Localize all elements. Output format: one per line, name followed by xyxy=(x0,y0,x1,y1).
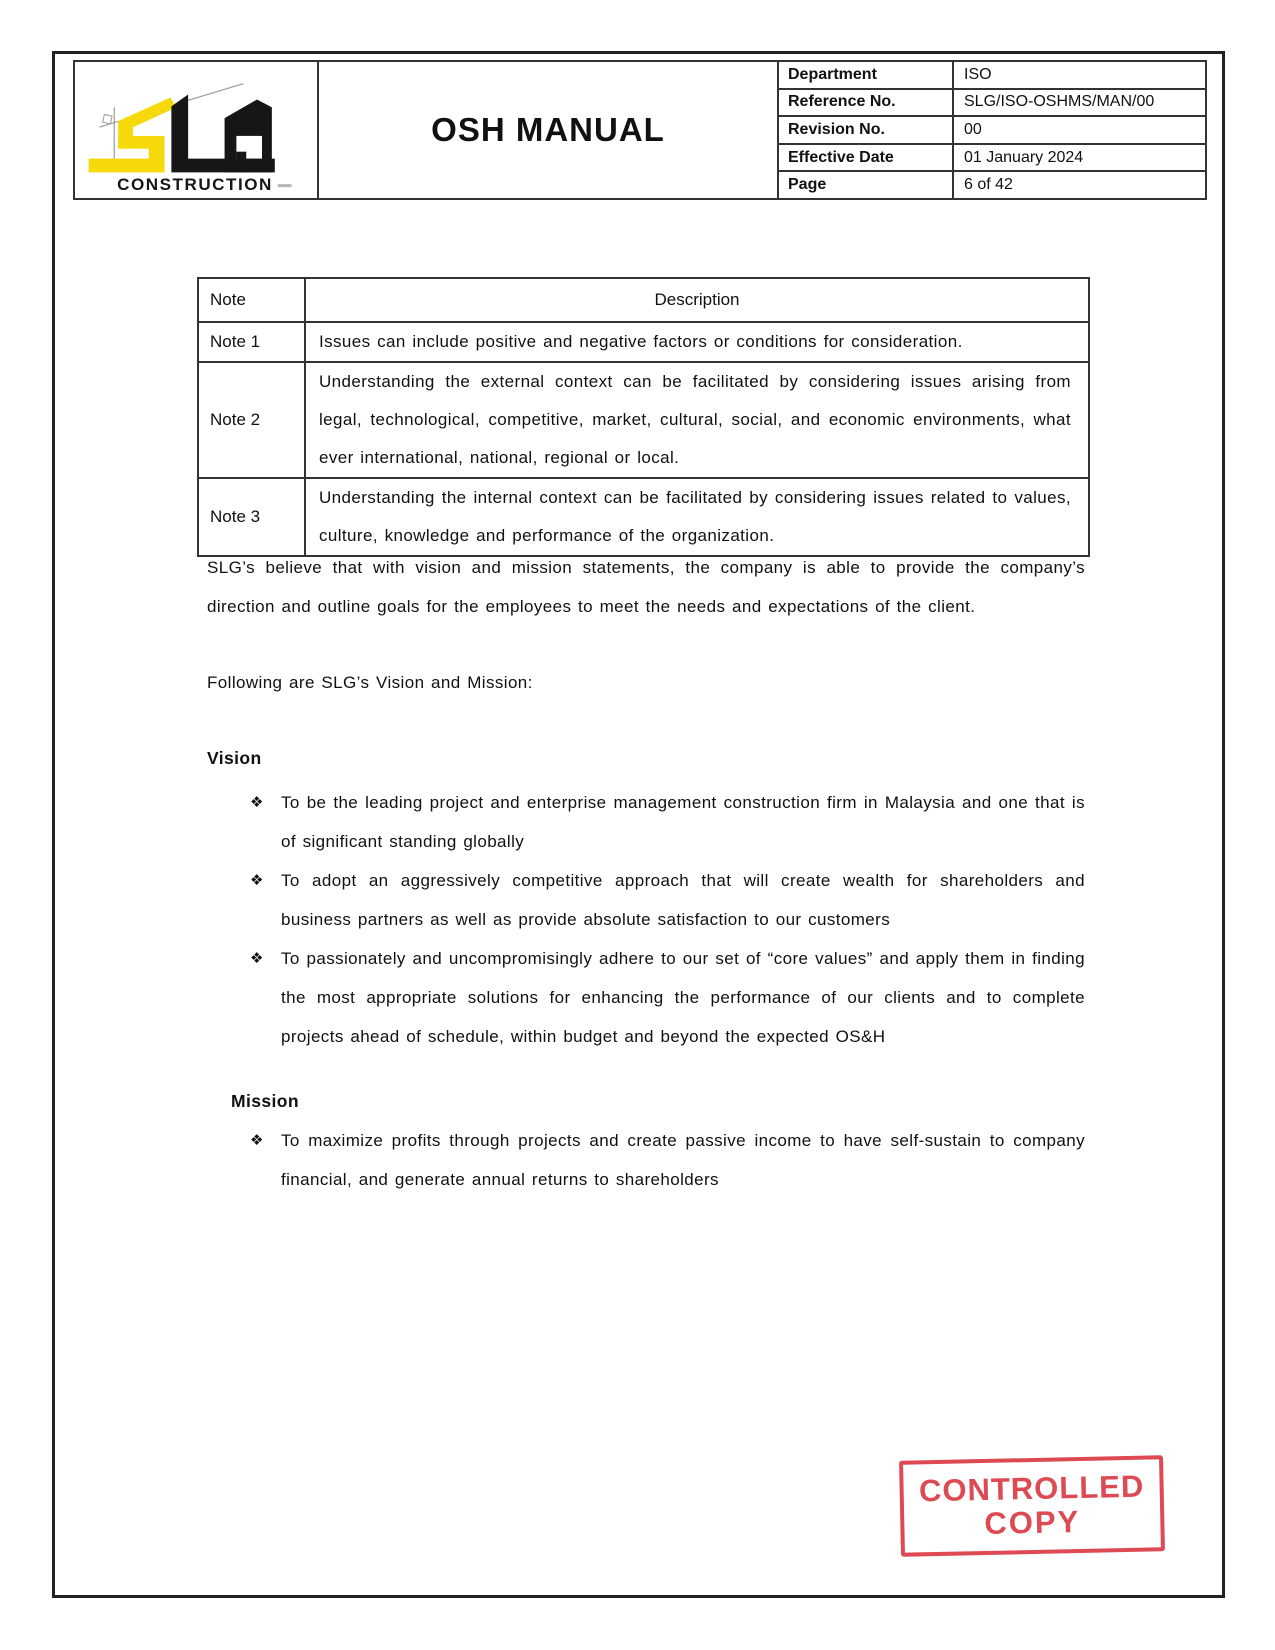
diamond-bullet-icon: ❖ xyxy=(250,949,264,967)
following-line: Following are SLG’s Vision and Mission: xyxy=(207,673,533,692)
vision-list xyxy=(207,783,1085,1056)
vision-item-text: To passionately and uncompromisingly adhere to our set of “core values” and apply them in finding the most appropriate solutions for enhancing the performance of our clients and to complete projects ahead of schedule, within budget and beyond the expected OS&H xyxy=(281,949,1085,1046)
meta-row-page xyxy=(779,172,1205,198)
note-description: Issues can include positive and negative factors or conditions for consideration. xyxy=(305,322,1089,362)
diamond-bullet-icon: ❖ xyxy=(250,1131,264,1149)
list-item xyxy=(207,861,1085,939)
meta-row-effective-date xyxy=(779,145,1205,173)
diamond-bullet-icon: ❖ xyxy=(250,793,264,811)
document-meta-table xyxy=(779,62,1205,198)
company-logo xyxy=(75,62,319,198)
meta-value: SLG/ISO-OSHMS/MAN/00 xyxy=(964,93,1155,111)
mission-item-text: To maximize profits through projects and create passive income to have self-sustain to company financial, and generate annual returns to shareholders xyxy=(281,1131,1085,1189)
list-item xyxy=(207,1121,1085,1199)
meta-value: ISO xyxy=(964,65,992,83)
table-row xyxy=(198,478,1089,556)
meta-row-reference-no xyxy=(779,90,1205,118)
meta-label: Reference No. xyxy=(779,90,954,116)
notes-col-header-description: Description xyxy=(305,278,1089,322)
meta-label: Revision No. xyxy=(779,117,954,143)
notes-col-header-note: Note xyxy=(198,278,305,322)
body-content xyxy=(207,548,1085,1199)
meta-value: 00 xyxy=(964,120,982,138)
vision-item-text: To be the leading project and enterprise management construction firm in Malaysia and one that is of significant standing globally xyxy=(281,793,1085,851)
note-id: Note 3 xyxy=(198,478,305,556)
table-row xyxy=(198,362,1089,478)
header-table xyxy=(73,60,1207,200)
title-cell xyxy=(319,62,779,198)
logo-suffix-mark xyxy=(278,184,292,187)
controlled-copy-stamp xyxy=(899,1455,1165,1557)
intro-paragraph: SLG’s believe that with vision and mission statements, the company is able to provide the company’s direction and outline goals for the employees to meet the needs and expectations of the client. xyxy=(207,558,1085,616)
meta-label: Department xyxy=(779,62,954,88)
note-id: Note 1 xyxy=(198,322,305,362)
note-description: Understanding the internal context can be facilitated by considering issues related to values, culture, knowledge and performance of the organization. xyxy=(305,478,1089,556)
stamp-text-line2: COPY xyxy=(984,1503,1081,1541)
diamond-bullet-icon: ❖ xyxy=(250,871,264,889)
logo-wordmark: CONSTRUCTION xyxy=(117,175,273,195)
vision-item-text: To adopt an aggressively competitive approach that will create wealth for shareholders and business partners as well as provide absolute satisfaction to our customers xyxy=(281,871,1085,929)
vision-heading: Vision xyxy=(207,748,262,768)
stamp-text-line1: CONTROLLED xyxy=(918,1468,1145,1509)
meta-label: Effective Date xyxy=(779,145,954,171)
table-row xyxy=(198,322,1089,362)
list-item xyxy=(207,783,1085,861)
slg-logo-icon xyxy=(77,64,315,196)
logo-letter-g-icon xyxy=(225,99,272,172)
list-item xyxy=(207,939,1085,1056)
note-description: Understanding the external context can be facilitated by considering issues arising from legal, technological, competitive, market, cultural, social, and economic environments, what ever international, national, regional or local. xyxy=(305,362,1089,478)
meta-label: Page xyxy=(779,172,954,198)
mission-heading: Mission xyxy=(231,1091,299,1111)
meta-row-revision-no xyxy=(779,117,1205,145)
notes-table xyxy=(197,277,1090,557)
document-title: OSH MANUAL xyxy=(431,111,665,148)
logo-letter-s-icon xyxy=(89,97,177,172)
meta-row-department xyxy=(779,62,1205,90)
mission-list xyxy=(207,1121,1085,1199)
note-id: Note 2 xyxy=(198,362,305,478)
notes-table-header-row xyxy=(198,278,1089,322)
meta-value: 6 of 42 xyxy=(964,176,1013,194)
meta-value: 01 January 2024 xyxy=(964,148,1084,166)
